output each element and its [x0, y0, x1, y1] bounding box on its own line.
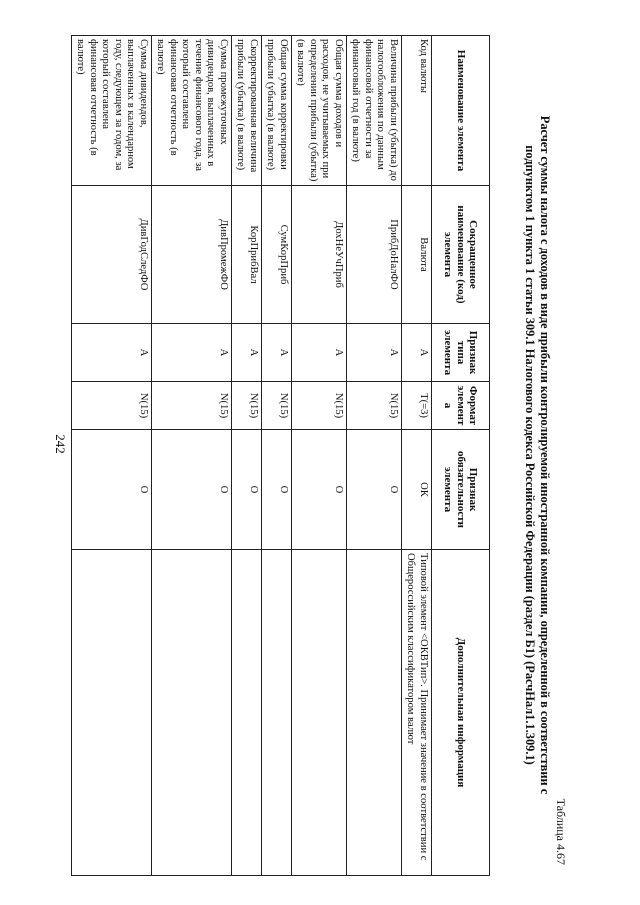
cell-required: О [152, 430, 232, 550]
caption-line: подпунктом 1 пункта 1 статьи 309.1 Налогового кодекса Российской Федерации (раздел Б1) (РасчНал1.1.309.1) [523, 145, 538, 765]
cell-name: Сумма промежуточных дивидендов, выплаченных в течение финансового года, за который составлена финансовая отчетность (в валюте) [152, 36, 232, 186]
table-row [402, 36, 432, 876]
table-row [262, 36, 292, 876]
table-row [232, 36, 262, 876]
cell-abbr: ДивПромежФО [152, 186, 232, 324]
cell-info [347, 550, 402, 876]
cell-name: Сумма дивидендов, выплаченных в календарном году, следующем за годом, за который составлена финансовая отчетность (в валюте) [72, 36, 152, 186]
cell-info [232, 550, 262, 876]
cell-abbr: ПрибДоНалФО [347, 186, 402, 324]
cell-info [262, 550, 292, 876]
cell-required: О [232, 430, 262, 550]
header-name: Наименование элемента [432, 36, 490, 186]
cell-abbr: Валюта [402, 186, 432, 324]
cell-type: А [292, 324, 347, 382]
cell-info [292, 550, 347, 876]
cell-abbr: СумКорПриб [262, 186, 292, 324]
cell-format: N(15) [232, 382, 262, 430]
cell-type: А [152, 324, 232, 382]
cell-type: А [232, 324, 262, 382]
cell-required: ОК [402, 430, 432, 550]
header-type: Признак типа элемента [432, 324, 490, 382]
header-info: Дополнительная информация [432, 550, 490, 876]
cell-format: N(15) [152, 382, 232, 430]
cell-name: Величина прибыли (убытка) до налогообложения по данным финансовой отчетности за финансовый год (в валюте) [347, 36, 402, 186]
cell-format: N(15) [292, 382, 347, 430]
header-abbr: Сокращенное наименование (код) элемента [432, 186, 490, 324]
table-row [152, 36, 232, 876]
cell-name: Общая сумма доходов и расходов, не учитываемых при определении прибыли (убытка) (в валюте) [292, 36, 347, 186]
cell-format: N(15) [262, 382, 292, 430]
rotated-page-content [75, 35, 568, 875]
cell-type: А [347, 324, 402, 382]
table-caption [523, 35, 552, 875]
table-row [72, 36, 152, 876]
elements-table [71, 35, 490, 876]
cell-abbr: ДохНеУчПриб [292, 186, 347, 324]
table-row [292, 36, 347, 876]
cell-required: О [72, 430, 152, 550]
cell-format: N(15) [347, 382, 402, 430]
cell-abbr: ДивГодСледФО [72, 186, 152, 324]
cell-format: T(=3) [402, 382, 432, 430]
cell-format: N(15) [72, 382, 152, 430]
header-required: Признак обязательности элемента [432, 430, 490, 550]
cell-type: А [262, 324, 292, 382]
cell-name: Общая сумма корректировки прибыли (убытка) (в валюте) [262, 36, 292, 186]
header-format: Формат элемента [432, 382, 490, 430]
table-label: Таблица 4.67 [554, 798, 568, 865]
table-row [347, 36, 402, 876]
cell-info [72, 550, 152, 876]
cell-abbr: КорПрибВал [232, 186, 262, 324]
cell-required: О [292, 430, 347, 550]
cell-required: О [262, 430, 292, 550]
cell-name: Код валюты [402, 36, 432, 186]
caption-line: Расчет суммы налога с доходов в виде прибыли контролируемой иностранной компании, определенной в соответствии с [538, 115, 552, 795]
cell-name: Скорректированная величина прибыли (убытка) (в валюте) [232, 36, 262, 186]
cell-info [152, 550, 232, 876]
table-header-row [432, 36, 490, 876]
cell-info: Типовой элемент <ОКВТип>. Принимает значение в соответствии с Общероссийским классификатором валют [402, 550, 432, 876]
cell-type: А [402, 324, 432, 382]
cell-required: О [347, 430, 402, 550]
page-number: 242 [53, 434, 68, 454]
cell-type: А [72, 324, 152, 382]
